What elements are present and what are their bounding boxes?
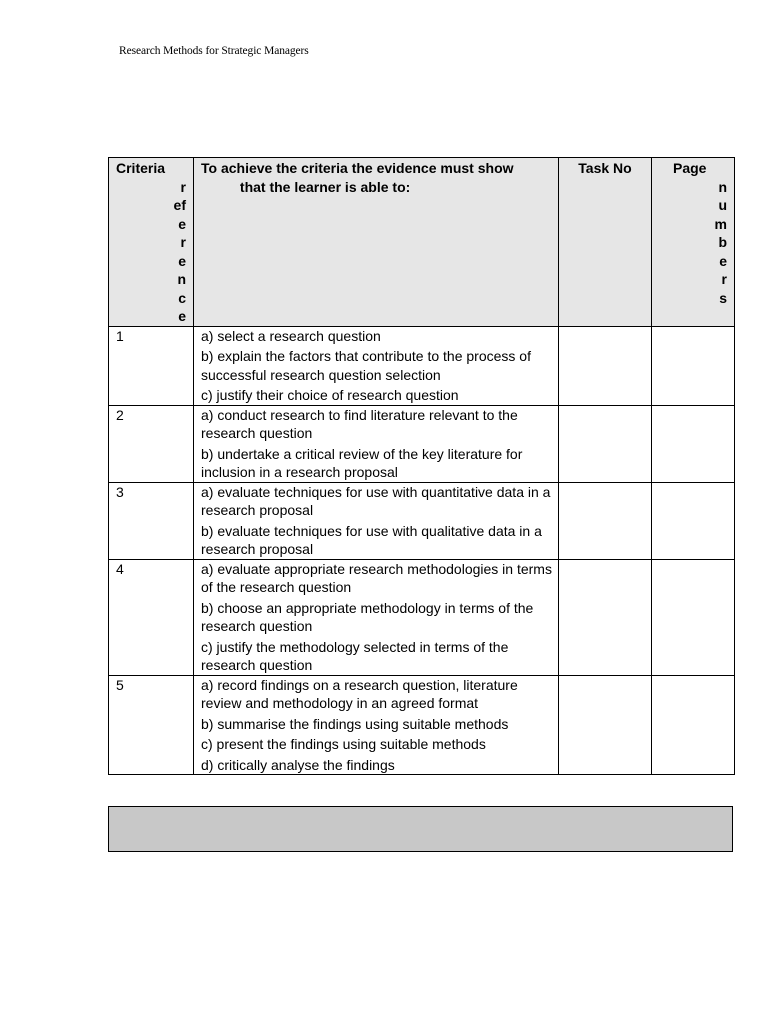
header-vertical-letter: u (718, 197, 727, 213)
evidence-item: d) critically analyse the findings (201, 756, 395, 773)
evidence-item: a) evaluate techniques for use with quantitative data in a research proposal (201, 483, 551, 518)
header-reference-vertical (116, 178, 193, 326)
evidence-item: b) summarise the findings using suitable methods (201, 715, 509, 732)
header-vertical-letter: c (178, 289, 186, 306)
task-no-cell (559, 482, 652, 559)
page-numbers-cell (652, 326, 735, 405)
header-criteria-reference (109, 158, 194, 327)
task-no-cell (559, 326, 652, 405)
evidence-item: c) present the findings using suitable methods (201, 736, 486, 752)
table-row (109, 405, 735, 482)
header-vertical-letter: r (180, 178, 186, 195)
table-body (109, 326, 735, 775)
evidence-item: b) choose an appropriate methodology in terms of the research question (201, 599, 534, 634)
table-row (109, 559, 735, 675)
task-no-cell (559, 405, 652, 482)
header-page-label: Page (673, 160, 707, 176)
evidence-item: b) undertake a critical review of the key literature for inclusion in a research proposal (201, 445, 523, 480)
table-row (109, 675, 735, 775)
page-numbers-cell (652, 405, 735, 482)
criteria-reference-cell: 5 (109, 675, 194, 775)
header-vertical-letter: n (177, 271, 186, 287)
criteria-reference-cell: 3 (109, 482, 194, 559)
evidence-item: a) conduct research to find literature relevant to the research question (201, 406, 518, 441)
evidence-item: b) explain the factors that contribute to the process of successful research question selection (201, 348, 531, 383)
header-vertical-letter: n (718, 178, 727, 195)
page-numbers-cell (652, 559, 735, 675)
header-vertical-letter: b (718, 234, 727, 250)
header-vertical-letter: s (719, 289, 727, 306)
header-vertical-letter: ef (173, 197, 186, 213)
table-header-row (109, 158, 735, 327)
evidence-description-cell (194, 405, 559, 482)
header-vertical-letter: e (719, 252, 727, 269)
evidence-item: c) justify their choice of research question (201, 387, 459, 403)
header-criteria-label: Criteria (116, 160, 166, 176)
criteria-reference-cell: 1 (109, 326, 194, 405)
page-header-title: Research Methods for Strategic Managers (119, 45, 309, 57)
header-vertical-letter: r (180, 234, 186, 250)
header-evidence-description: To achieve the criteria the evidence must show that the learner is able to: (194, 158, 559, 327)
criteria-reference-cell: 2 (109, 405, 194, 482)
evidence-item: a) select a research question (201, 327, 381, 344)
header-task-no: Task No (559, 158, 652, 327)
evidence-item: a) record findings on a research question, literature review and methodology in an agreed format (201, 676, 518, 711)
task-no-cell (559, 559, 652, 675)
table-row (109, 482, 735, 559)
header-vertical-letter: e (178, 252, 186, 269)
page-numbers-cell (652, 675, 735, 775)
evidence-description-cell (194, 675, 559, 775)
evidence-item: c) justify the methodology selected in terms of the research question (201, 638, 509, 673)
evidence-description-cell (194, 559, 559, 675)
header-vertical-letter: r (721, 271, 727, 287)
evidence-item: b) evaluate techniques for use with qualitative data in a research proposal (201, 522, 542, 557)
table-row (109, 326, 735, 405)
evidence-description-cell (194, 482, 559, 559)
task-no-cell (559, 675, 652, 775)
header-vertical-letter: e (178, 215, 186, 232)
assessment-criteria-table (108, 157, 735, 775)
evidence-item: a) evaluate appropriate research methodologies in terms of the research question (201, 560, 552, 595)
evidence-description-cell (194, 326, 559, 405)
grey-footer-bar (108, 806, 733, 852)
header-page-numbers (652, 158, 735, 327)
header-vertical-letter: m (714, 215, 727, 232)
header-numbers-vertical (673, 178, 734, 308)
header-vertical-letter: e (178, 308, 186, 324)
criteria-reference-cell: 4 (109, 559, 194, 675)
page-numbers-cell (652, 482, 735, 559)
